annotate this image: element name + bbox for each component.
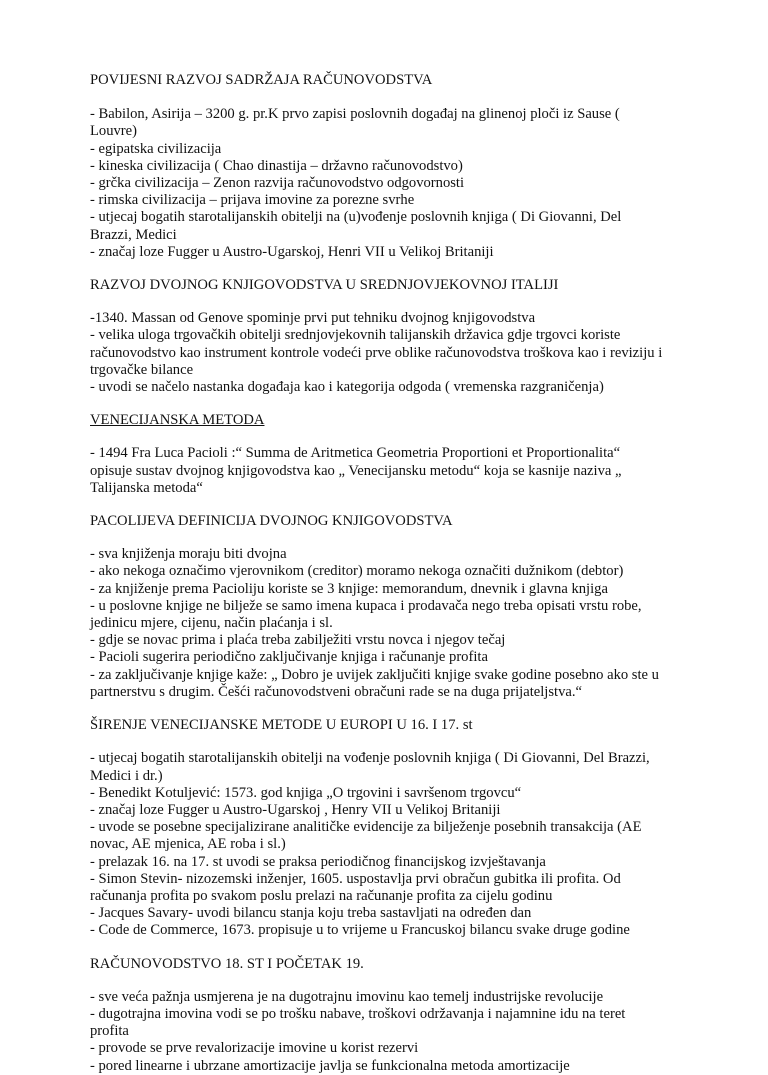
section-sirenje-metode: [90, 717, 665, 955]
list-item: - za zaključivanje knjige kaže: „ Dobro je uvijek zaključiti knjige svake godine posebno ako ste u partnerstvu s drugim. Češći računovodstveni obračuni rade se na duga prijateljstva.“: [90, 666, 659, 700]
list-item: - velika uloga trgovačkih obitelji srednjovjekovnih talijanskih državica gdje trgovci koriste računovodstvo kao instrument kontrole vodeći prve oblike računovodstva troškova kao i reviziju i trgovačke bilance: [90, 327, 663, 378]
section-venecijanska-metoda: [90, 412, 665, 513]
list-item: - provode se prve revalorizacije imovine u korist rezervi: [90, 1040, 419, 1057]
list-item: - uvodi se načelo nastanka događaja kao i kategorija odgoda ( vremenska razgraničenja): [90, 379, 604, 396]
list-item: - Babilon, Asirija – 3200 g. pr.K prvo zapisi poslovnih događaj na glinenoj ploči iz Sause ( Louvre): [90, 106, 620, 140]
list-item: - značaj loze Fugger u Austro-Ugarskoj , Henry VII u Velikoj Britaniji: [90, 801, 501, 818]
section-racunovodstvo-18-st: [90, 956, 665, 1075]
section-dvojno-knjigovodstvo: [90, 277, 665, 412]
list-item: - gdje se novac prima i plaća treba zabilježiti vrstu novca i njegov tečaj: [90, 632, 506, 649]
list-item: - Code de Commerce, 1673. propisuje u to vrijeme u Francuskoj bilancu svake druge godine: [90, 922, 630, 939]
section-pacolijeva-definicija: [90, 513, 665, 717]
list-item: - utjecaj bogatih starotalijanskih obitelji na (u)vođenje poslovnih knjiga ( Di Giovanni, Del Brazzi, Medici: [90, 209, 622, 243]
list-item: - sva knjiženja moraju biti dvojna: [90, 546, 287, 563]
section-heading: RAČUNOVODSTVO 18. ST I POČETAK 19.: [90, 955, 364, 972]
list-item: - kineska civilizacija ( Chao dinastija – državno računovodstvo): [90, 157, 463, 174]
list-item: - prelazak 16. na 17. st uvodi se praksa periodičnog financijskog izvještavanja: [90, 853, 546, 870]
list-item: - egipatska civilizacija: [90, 140, 222, 157]
section-povijesni-razvoj: [90, 72, 665, 277]
list-item: - uvode se posebne specijalizirane analitičke evidencije za bilježenje posebnih transakcija (AE novac, AE mjenica, AE roba i sl.): [90, 819, 642, 853]
list-item: - grčka civilizacija – Zenon razvija računovodstvo odgovornosti: [90, 175, 465, 192]
list-item: - Pacioli sugerira periodično zaključivanje knjiga i računanje profita: [90, 649, 488, 666]
list-item: - Jacques Savary- uvodi bilancu stanja koju treba sastavljati na određen dan: [90, 905, 532, 922]
list-item: - Benedikt Kotuljević: 1573. god knjiga „O trgovini i savršenom trgovcu“: [90, 784, 522, 801]
list-item: - značaj loze Fugger u Austro-Ugarskoj, Henri VII u Velikoj Britaniji: [90, 243, 494, 260]
section-heading: RAZVOJ DVOJNOG KNJIGOVODSTVA U SREDNJOVJEKOVNOJ ITALIJI: [90, 277, 559, 294]
list-item: - 1494 Fra Luca Pacioli :“ Summa de Aritmetica Geometria Proportioni et Proportionalita“ opisuje sustav dvojnog knjigovodstva kao „ Venecijansku metodu“ koja se kasnije naziva „ Talijanska metoda“: [90, 445, 622, 496]
list-item: - ako nekoga označimo vjerovnikom (creditor) moramo nekoga označiti dužnikom (debtor): [90, 563, 624, 580]
section-heading: PACOLIJEVA DEFINICIJA DVOJNOG KNJIGOVODSTVA: [90, 513, 453, 530]
section-heading: ŠIRENJE VENECIJANSKE METODE U EUROPI U 16. I 17. st: [90, 717, 473, 734]
section-heading: POVIJESNI RAZVOJ SADRŽAJA RAČUNOVODSTVA: [90, 72, 433, 88]
list-item: - sve veća pažnja usmjerena je na dugotrajnu imovinu kao temelj industrijske revolucije: [90, 988, 604, 1005]
list-item: - u poslovne knjige ne bilježe se samo imena kupaca i prodavača nego treba opisati vrstu robe, jedinicu mjere, cijenu, način plaćanja i sl.: [90, 597, 642, 632]
list-item: - za knjiženje prema Pacioliju koriste se 3 knjige: memorandum, dnevnik i glavna knjiga: [90, 580, 608, 597]
list-item: - rimska civilizacija – prijava imovine za porezne svrhe: [90, 192, 415, 209]
list-item: -1340. Massan od Genove spominje prvi put tehniku dvojnog knjigovodstva: [90, 310, 536, 327]
list-item: - Simon Stevin- nizozemski inženjer, 1605. uspostavlja prvi obračun gubitka ili profita. Od računanja profita po svakom poslu prelazi na računanje profita za cijelu godinu: [90, 870, 621, 904]
list-item: - utjecaj bogatih starotalijanskih obitelji na vođenje poslovnih knjiga ( Di Giovanni, Del Brazzi, Medici i dr.): [90, 750, 650, 784]
list-item: - pored linearne i ubrzane amortizacije javlja se funkcionalna metoda amortizacije: [90, 1057, 570, 1074]
section-heading: VENECIJANSKA METODA: [90, 412, 265, 429]
list-item: - dugotrajna imovina vodi se po trošku nabave, troškovi održavanja i najamnine idu na teret profita: [90, 1005, 626, 1040]
